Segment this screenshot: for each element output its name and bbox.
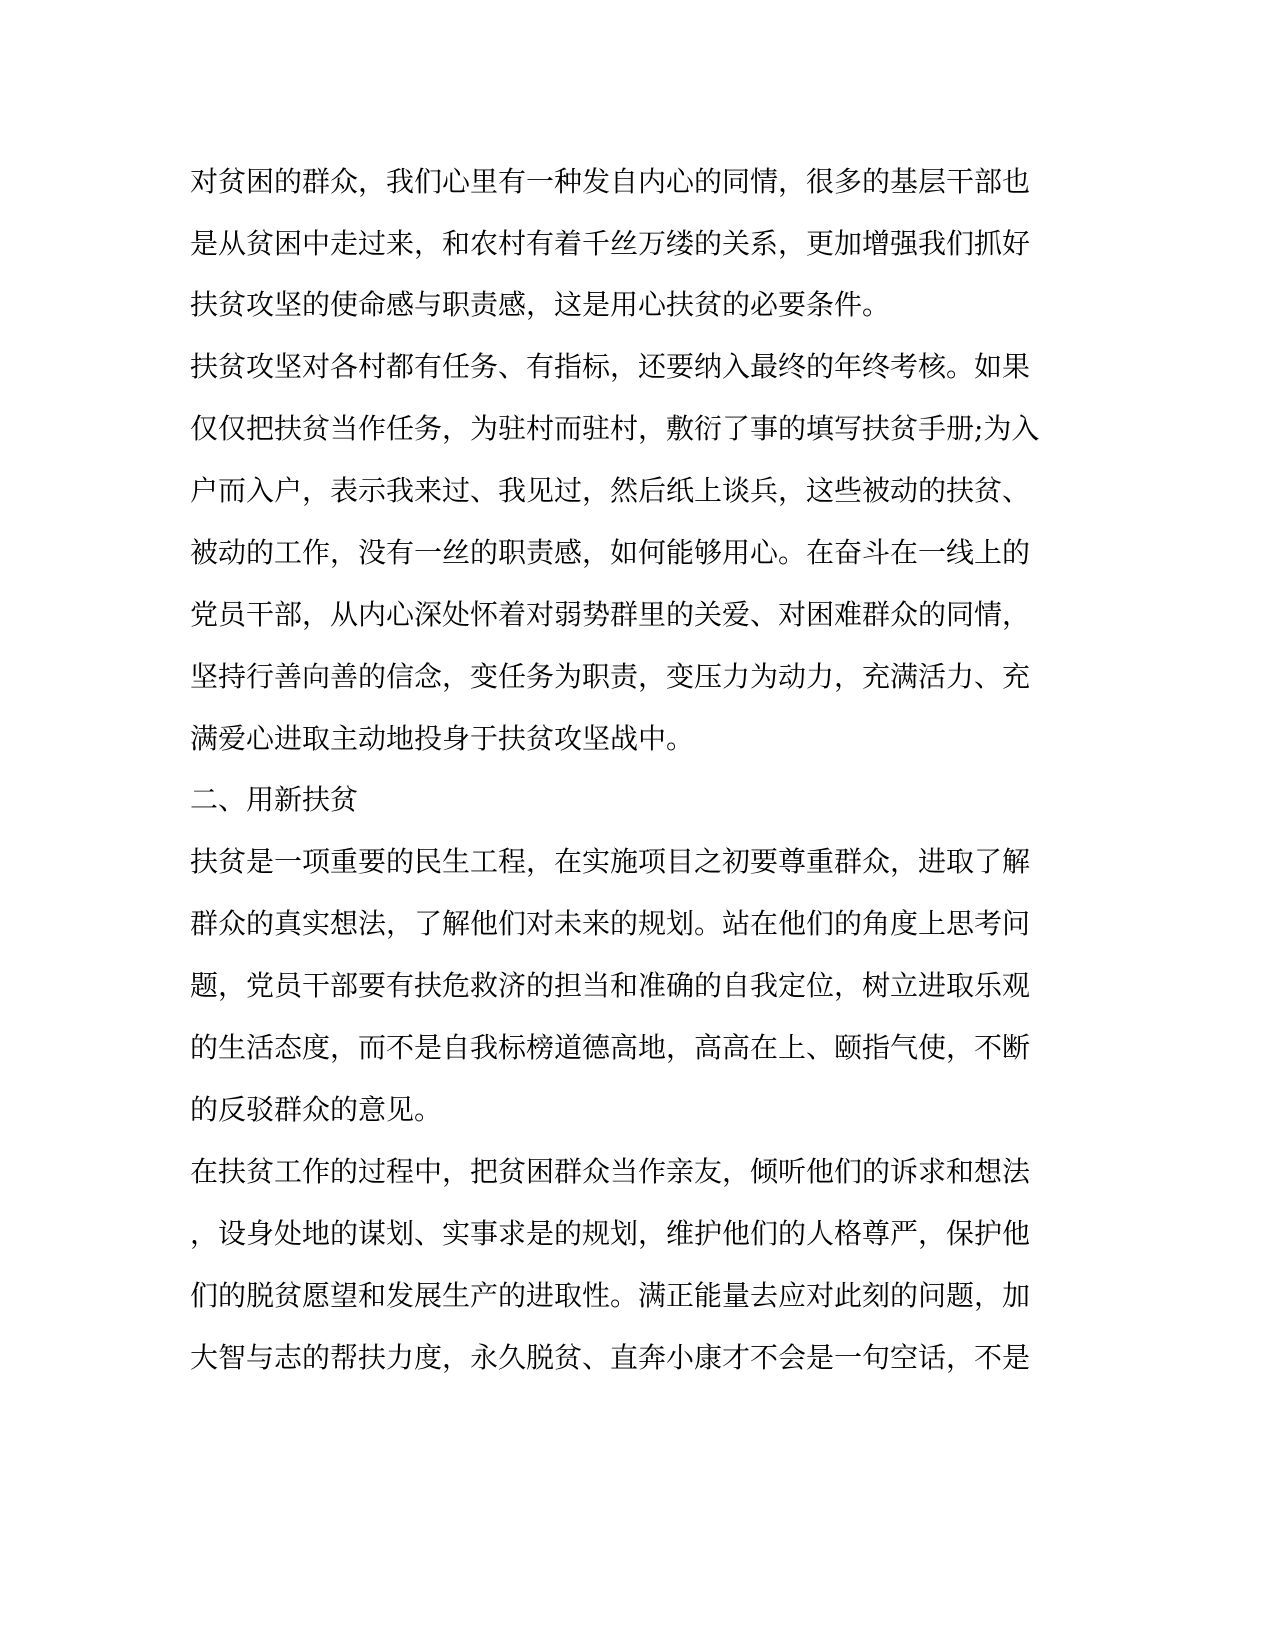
- section-heading: 二、用新扶贫: [190, 783, 359, 816]
- text-line: 满爱心进取主动地投身于扶贫攻坚战中。: [190, 722, 695, 755]
- text-line: 题，党员干部要有扶危救济的担当和准确的自我定位，树立进取乐观: [190, 969, 1031, 1002]
- text-line: 大智与志的帮扶力度，永久脱贫、直奔小康才不会是一句空话，不是: [190, 1341, 1031, 1374]
- text-line: ，设身处地的谋划、实事求是的规划，维护他们的人格尊严，保护他: [190, 1217, 1031, 1250]
- text-line: 的反驳群众的意见。: [190, 1093, 443, 1126]
- text-line: 是从贫困中走过来，和农村有着千丝万缕的关系，更加增强我们抓好: [190, 227, 1031, 260]
- text-line: 被动的工作，没有一丝的职责感，如何能够用心。在奋斗在一线上的: [190, 536, 1031, 569]
- text-line: 的生活态度，而不是自我标榜道德高地，高高在上、颐指气使，不断: [190, 1031, 1031, 1064]
- text-line: 扶贫攻坚的使命感与职责感，这是用心扶贫的必要条件。: [190, 288, 891, 321]
- text-line: 群众的真实想法，了解他们对未来的规划。站在他们的角度上思考问: [190, 907, 1031, 940]
- text-line: 在扶贫工作的过程中，把贫困群众当作亲友，倾听他们的诉求和想法: [190, 1155, 1031, 1188]
- text-line: 坚持行善向善的信念，变任务为职责，变压力为动力，充满活力、充: [190, 660, 1031, 693]
- text-line: 们的脱贫愿望和发展生产的进取性。满正能量去应对此刻的问题，加: [190, 1279, 1031, 1312]
- text-line: 户而入户，表示我来过、我见过，然后纸上谈兵，这些被动的扶贫、: [190, 474, 1031, 507]
- text-line: 党员干部，从内心深处怀着对弱势群里的关爱、对困难群众的同情，: [190, 598, 1031, 631]
- text-line: 对贫困的群众，我们心里有一种发自内心的同情，很多的基层干部也: [190, 165, 1031, 198]
- text-line: 扶贫攻坚对各村都有任务、有指标，还要纳入最终的年终考核。如果: [190, 350, 1031, 383]
- text-line: 扶贫是一项重要的民生工程，在实施项目之初要尊重群众，进取了解: [190, 845, 1031, 878]
- text-line: 仅仅把扶贫当作任务，为驻村而驻村，敷衍了事的填写扶贫手册;为入: [190, 412, 1040, 445]
